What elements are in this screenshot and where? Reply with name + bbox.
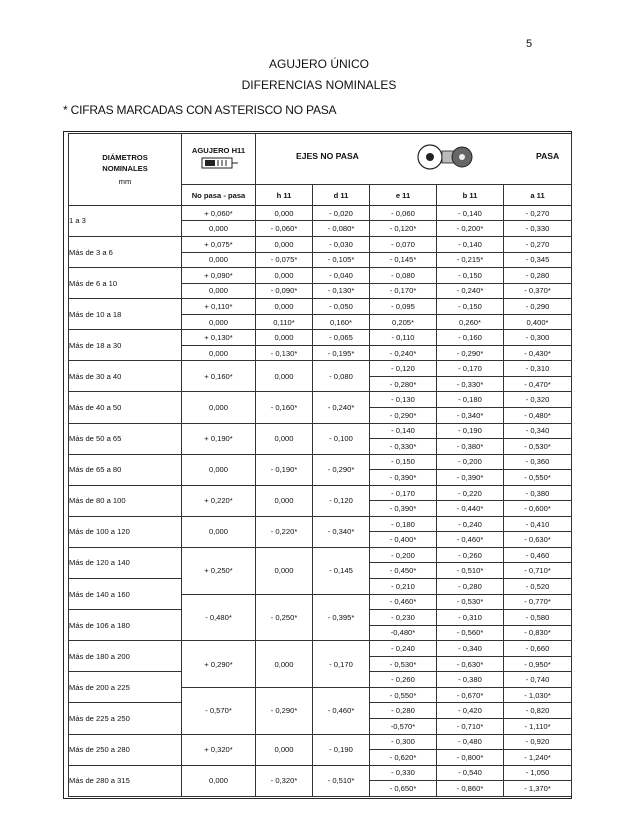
h11-upper: 0,000 xyxy=(256,423,313,454)
range-label: Más de 50 a 65 xyxy=(69,423,182,454)
b11-value: - 0,310 xyxy=(437,610,504,626)
d11-lower: - 0,290* xyxy=(313,454,370,485)
table-row xyxy=(69,423,572,439)
a11-value: - 0,470* xyxy=(504,376,572,392)
b11-value: - 0,380* xyxy=(437,439,504,455)
h11-lower: - 0,320* xyxy=(256,765,313,796)
value-upper: + 0,075* xyxy=(182,237,256,253)
value-upper: - 0,065 xyxy=(313,330,370,346)
value-lower: - 0,345 xyxy=(504,252,572,268)
e11-value: - 0,450* xyxy=(370,563,437,579)
e11-value: - 0,280* xyxy=(370,376,437,392)
value-lower: - 0,200* xyxy=(437,221,504,237)
d11-upper: - 0,120 xyxy=(313,485,370,516)
a11-value: - 0,600* xyxy=(504,501,572,517)
d11-upper: - 0,145 xyxy=(313,547,370,594)
value-lower: - 0,145* xyxy=(370,252,437,268)
b11-value: - 0,340 xyxy=(437,641,504,657)
hole-header-title: AGUJERO H11 xyxy=(191,145,246,155)
shaft-diagram-icon xyxy=(416,140,476,174)
value-upper: 0,000 xyxy=(256,237,313,253)
b11-value: - 0,800* xyxy=(437,750,504,766)
a11-value: - 0,340 xyxy=(504,423,572,439)
e11-value: - 0,330* xyxy=(370,439,437,455)
a11-value: - 0,920 xyxy=(504,734,572,750)
table-row xyxy=(69,330,572,346)
a11-value: - 0,460 xyxy=(504,547,572,563)
value-lower: - 0,240* xyxy=(370,345,437,361)
table-row xyxy=(69,485,572,501)
hole-upper: + 0,290* xyxy=(182,641,256,688)
value-upper: - 0,020 xyxy=(313,205,370,221)
value-upper: - 0,030 xyxy=(313,237,370,253)
range-label: Más de 6 a 10 xyxy=(69,268,182,299)
e11-value: -0,480* xyxy=(370,625,437,641)
a11-value: - 0,380 xyxy=(504,485,572,501)
asterisk-note: * CIFRAS MARCADAS CON ASTERISCO NO PASA xyxy=(63,103,337,117)
value-lower: 0,000 xyxy=(182,314,256,330)
e11-value: - 0,130 xyxy=(370,392,437,408)
a11-value: - 0,550* xyxy=(504,470,572,486)
a11-value: - 1,030* xyxy=(504,687,572,703)
b11-value: - 0,190 xyxy=(437,423,504,439)
b11-value: - 0,420 xyxy=(437,703,504,719)
b11-value: - 0,380 xyxy=(437,672,504,688)
value-upper: - 0,080 xyxy=(370,268,437,284)
col-a11: a 11 xyxy=(504,185,572,206)
table-row xyxy=(69,361,572,377)
b11-value: - 0,170 xyxy=(437,361,504,377)
value-upper: - 0,270 xyxy=(504,237,572,253)
e11-value: - 0,620* xyxy=(370,750,437,766)
d11-lower: - 0,395* xyxy=(313,594,370,641)
hole-upper: + 0,320* xyxy=(182,734,256,765)
table-row xyxy=(69,205,572,221)
hole-lower: 0,000 xyxy=(182,516,256,547)
a11-value: - 0,320 xyxy=(504,392,572,408)
h11-upper: 0,000 xyxy=(256,734,313,765)
axes-no-pass-label: EJES NO PASA xyxy=(296,151,359,161)
value-lower: - 0,290* xyxy=(437,345,504,361)
e11-value: - 0,460* xyxy=(370,594,437,610)
table-row xyxy=(69,734,572,750)
dimensions-header xyxy=(69,134,182,206)
a11-value: - 1,240* xyxy=(504,750,572,766)
value-lower: 0,160* xyxy=(313,314,370,330)
d11-lower: - 0,340* xyxy=(313,516,370,547)
h11-upper: 0,000 xyxy=(256,641,313,688)
value-upper: - 0,040 xyxy=(313,268,370,284)
h11-lower: - 0,250* xyxy=(256,594,313,641)
b11-value: - 0,200 xyxy=(437,454,504,470)
value-lower: - 0,215* xyxy=(437,252,504,268)
table-row xyxy=(69,454,572,470)
d11-lower: - 0,460* xyxy=(313,687,370,734)
e11-value: - 0,120 xyxy=(370,361,437,377)
hole-lower: 0,000 xyxy=(182,392,256,423)
value-upper: - 0,050 xyxy=(313,299,370,315)
b11-value: - 0,860* xyxy=(437,781,504,797)
d11-upper: - 0,100 xyxy=(313,423,370,454)
range-label: Más de 40 a 50 xyxy=(69,392,182,423)
b11-value: - 0,560* xyxy=(437,625,504,641)
e11-value: - 0,180 xyxy=(370,516,437,532)
b11-value: - 0,260 xyxy=(437,547,504,563)
range-label: Más de 30 a 40 xyxy=(69,361,182,392)
a11-value: - 0,740 xyxy=(504,672,572,688)
a11-value: - 0,770* xyxy=(504,594,572,610)
b11-value: - 0,510* xyxy=(437,563,504,579)
a11-value: - 0,310 xyxy=(504,361,572,377)
value-upper: - 0,150 xyxy=(437,299,504,315)
value-lower: - 0,075* xyxy=(256,252,313,268)
b11-value: - 0,540 xyxy=(437,765,504,781)
range-label: 1 a 3 xyxy=(69,205,182,236)
page-number: 5 xyxy=(526,38,533,50)
pass-label: PASA xyxy=(536,151,560,161)
value-upper: - 0,070 xyxy=(370,237,437,253)
value-lower: 0,000 xyxy=(182,221,256,237)
value-upper: - 0,290 xyxy=(504,299,572,315)
d11-upper: - 0,080 xyxy=(313,361,370,392)
a11-value: - 0,530* xyxy=(504,439,572,455)
value-upper: - 0,095 xyxy=(370,299,437,315)
a11-value: - 0,480* xyxy=(504,408,572,424)
e11-value: - 0,530* xyxy=(370,656,437,672)
value-upper: - 0,270 xyxy=(504,205,572,221)
value-lower: - 0,330 xyxy=(504,221,572,237)
h11-lower: - 0,220* xyxy=(256,516,313,547)
b11-value: - 0,220 xyxy=(437,485,504,501)
e11-value: - 0,170 xyxy=(370,485,437,501)
hole-upper: + 0,220* xyxy=(182,485,256,516)
value-upper: 0,000 xyxy=(256,268,313,284)
table-row xyxy=(69,765,572,781)
b11-value: - 0,670* xyxy=(437,687,504,703)
axes-header xyxy=(256,134,572,185)
b11-value: - 0,390* xyxy=(437,470,504,486)
d11-upper: - 0,170 xyxy=(313,641,370,688)
a11-value: - 0,660 xyxy=(504,641,572,657)
range-label: Más de 10 a 18 xyxy=(69,299,182,330)
value-upper: 0,000 xyxy=(256,205,313,221)
value-upper: - 0,280 xyxy=(504,268,572,284)
b11-value: - 0,480 xyxy=(437,734,504,750)
table-row xyxy=(69,268,572,284)
range-label: Más de 80 a 100 xyxy=(69,485,182,516)
b11-value: - 0,460* xyxy=(437,532,504,548)
a11-value: - 0,520 xyxy=(504,579,572,595)
range-label: Más de 106 a 180 xyxy=(69,610,182,641)
value-upper: - 0,160 xyxy=(437,330,504,346)
h11-upper: 0,000 xyxy=(256,547,313,594)
value-lower: - 0,120* xyxy=(370,221,437,237)
hole-lower: - 0,570* xyxy=(182,687,256,734)
d11-upper: - 0,190 xyxy=(313,734,370,765)
col-e11: e 11 xyxy=(370,185,437,206)
e11-value: -0,570* xyxy=(370,718,437,734)
a11-value: - 0,630* xyxy=(504,532,572,548)
h11-lower: - 0,160* xyxy=(256,392,313,423)
value-upper: + 0,130* xyxy=(182,330,256,346)
value-upper: - 0,140 xyxy=(437,237,504,253)
h11-lower: - 0,190* xyxy=(256,454,313,485)
a11-value: - 1,110* xyxy=(504,718,572,734)
b11-value: - 0,530* xyxy=(437,594,504,610)
value-upper: 0,000 xyxy=(256,330,313,346)
value-lower: - 0,240* xyxy=(437,283,504,299)
value-lower: - 0,430* xyxy=(504,345,572,361)
col-h11: h 11 xyxy=(256,185,313,206)
header-row xyxy=(69,134,572,185)
e11-value: - 0,140 xyxy=(370,423,437,439)
value-lower: 0,000 xyxy=(182,283,256,299)
value-lower: 0,400* xyxy=(504,314,572,330)
range-label: Más de 200 a 225 xyxy=(69,672,182,703)
b11-value: - 0,280 xyxy=(437,579,504,595)
hole-lower: 0,000 xyxy=(182,765,256,796)
hole-subheader: No pasa - pasa xyxy=(182,185,256,206)
dimensions-unit: mm xyxy=(118,176,132,186)
range-label: Más de 180 a 200 xyxy=(69,641,182,672)
d11-lower: - 0,240* xyxy=(313,392,370,423)
a11-value: - 1,050 xyxy=(504,765,572,781)
range-label: Más de 140 a 160 xyxy=(69,579,182,610)
a11-value: - 0,710* xyxy=(504,563,572,579)
range-label: Más de 100 a 120 xyxy=(69,516,182,547)
hole-upper: + 0,250* xyxy=(182,547,256,594)
value-lower: - 0,130* xyxy=(256,345,313,361)
value-upper: - 0,300 xyxy=(504,330,572,346)
a11-value: - 0,410 xyxy=(504,516,572,532)
value-upper: - 0,110 xyxy=(370,330,437,346)
b11-value: - 0,240 xyxy=(437,516,504,532)
h11-upper: 0,000 xyxy=(256,485,313,516)
e11-value: - 0,400* xyxy=(370,532,437,548)
value-lower: 0,000 xyxy=(182,252,256,268)
value-lower: - 0,060* xyxy=(256,221,313,237)
hole-lower: - 0,480* xyxy=(182,594,256,641)
e11-value: - 0,300 xyxy=(370,734,437,750)
e11-value: - 0,260 xyxy=(370,672,437,688)
b11-value: - 0,710* xyxy=(437,718,504,734)
b11-value: - 0,340* xyxy=(437,408,504,424)
b11-value: - 0,440* xyxy=(437,501,504,517)
value-lower: - 0,170* xyxy=(370,283,437,299)
b11-value: - 0,630* xyxy=(437,656,504,672)
value-lower: - 0,130* xyxy=(313,283,370,299)
e11-value: - 0,330 xyxy=(370,765,437,781)
range-label: Más de 3 a 6 xyxy=(69,237,182,268)
hole-lower: 0,000 xyxy=(182,454,256,485)
value-upper: + 0,110* xyxy=(182,299,256,315)
value-lower: 0,000 xyxy=(182,345,256,361)
range-label: Más de 120 a 140 xyxy=(69,547,182,578)
col-d11: d 11 xyxy=(313,185,370,206)
value-lower: - 0,105* xyxy=(313,252,370,268)
value-upper: 0,000 xyxy=(256,299,313,315)
hole-header xyxy=(182,134,256,185)
value-lower: - 0,370* xyxy=(504,283,572,299)
b11-value: - 0,180 xyxy=(437,392,504,408)
range-label: Más de 250 a 280 xyxy=(69,734,182,765)
e11-value: - 0,280 xyxy=(370,703,437,719)
table-row xyxy=(69,299,572,315)
e11-value: - 0,290* xyxy=(370,408,437,424)
range-label: Más de 225 a 250 xyxy=(69,703,182,734)
b11-value: - 0,330* xyxy=(437,376,504,392)
value-upper: - 0,060 xyxy=(370,205,437,221)
table-row xyxy=(69,516,572,532)
table-row xyxy=(69,547,572,563)
value-upper: - 0,140 xyxy=(437,205,504,221)
value-lower: - 0,080* xyxy=(313,221,370,237)
value-upper: - 0,150 xyxy=(437,268,504,284)
e11-value: - 0,200 xyxy=(370,547,437,563)
value-lower: 0,110* xyxy=(256,314,313,330)
e11-value: - 0,650* xyxy=(370,781,437,797)
e11-value: - 0,240 xyxy=(370,641,437,657)
table-row xyxy=(69,392,572,408)
value-lower: 0,205* xyxy=(370,314,437,330)
page-subtitle: DIFERENCIAS NOMINALES xyxy=(241,78,397,92)
tolerance-table xyxy=(68,133,572,797)
e11-value: - 0,230 xyxy=(370,610,437,626)
a11-value: - 0,360 xyxy=(504,454,572,470)
value-upper: + 0,060* xyxy=(182,205,256,221)
e11-value: - 0,390* xyxy=(370,501,437,517)
range-label: Más de 280 a 315 xyxy=(69,765,182,796)
a11-value: - 0,830* xyxy=(504,625,572,641)
hole-upper: + 0,190* xyxy=(182,423,256,454)
a11-value: - 0,580 xyxy=(504,610,572,626)
table-row xyxy=(69,641,572,657)
h11-lower: - 0,290* xyxy=(256,687,313,734)
d11-lower: - 0,510* xyxy=(313,765,370,796)
h11-upper: 0,000 xyxy=(256,361,313,392)
a11-value: - 0,950* xyxy=(504,656,572,672)
e11-value: - 0,550* xyxy=(370,687,437,703)
table-row xyxy=(69,237,572,253)
hole-diagram-icon xyxy=(198,155,240,171)
page-title: AGUJERO ÚNICO xyxy=(268,57,369,71)
value-upper: + 0,090* xyxy=(182,268,256,284)
value-lower: - 0,195* xyxy=(313,345,370,361)
value-lower: - 0,090* xyxy=(256,283,313,299)
a11-value: - 0,820 xyxy=(504,703,572,719)
dimensions-header-line2: NOMINALES xyxy=(102,163,148,173)
hole-upper: + 0,160* xyxy=(182,361,256,392)
e11-value: - 0,390* xyxy=(370,470,437,486)
col-b11: b 11 xyxy=(437,185,504,206)
a11-value: - 1,370* xyxy=(504,781,572,797)
value-lower: 0,260* xyxy=(437,314,504,330)
range-label: Más de 18 a 30 xyxy=(69,330,182,361)
e11-value: - 0,210 xyxy=(370,579,437,595)
range-label: Más de 65 a 80 xyxy=(69,454,182,485)
dimensions-header-line1: DIÁMETROS xyxy=(102,152,148,162)
e11-value: - 0,150 xyxy=(370,454,437,470)
